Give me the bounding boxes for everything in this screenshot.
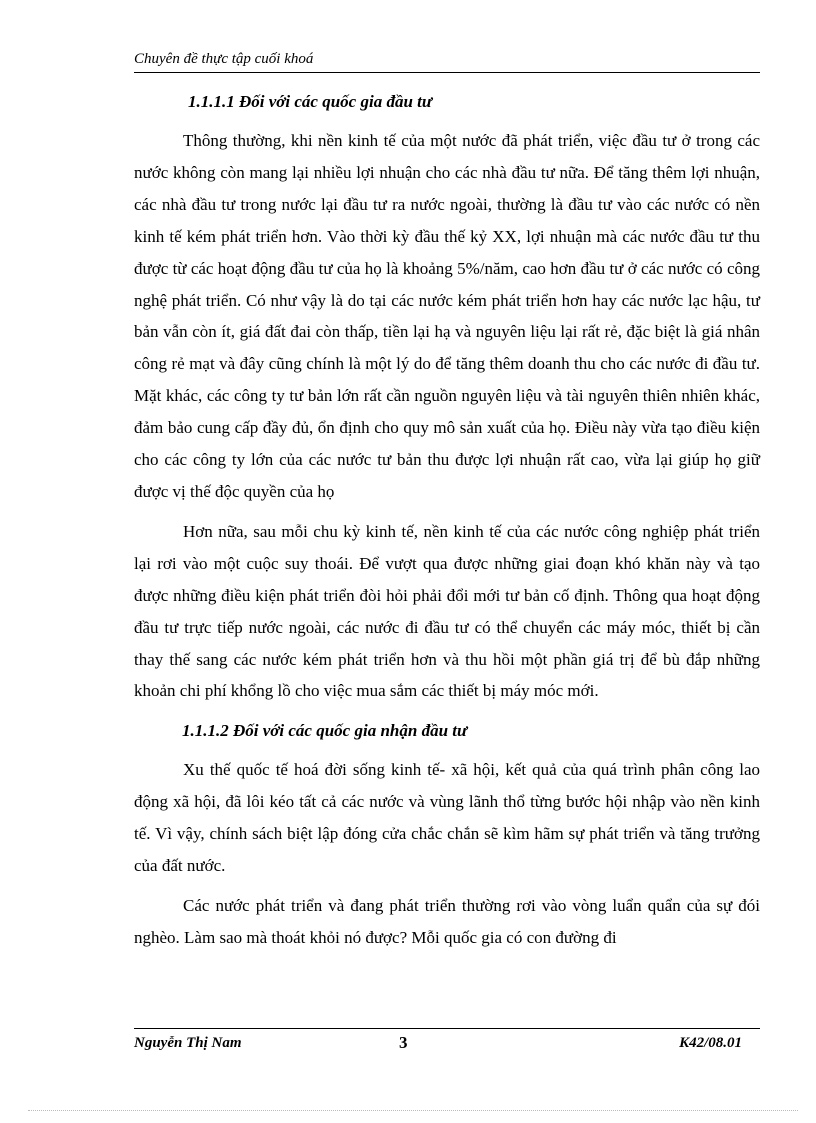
paragraph-3: Xu thế quốc tế hoá đời sống kinh tế- xã hội, kết quả của quá trình phân công lao động xã hội, đã lôi kéo tất cả các nước và vùng lãnh thổ từng bước hội nhập vào nền kinh tế. Vì vậy, chính sách biệt lập đóng cửa chắc chắn sẽ kìm hãm sự phát triển và tăng trưởng của đất nước. xyxy=(134,760,760,876)
page-header xyxy=(134,46,760,73)
section-heading-2: 1.1.1.2 Đối với các quốc gia nhận đầu tư xyxy=(182,721,468,741)
document-body xyxy=(134,86,760,954)
section-heading-1: 1.1.1.1 Đối với các quốc gia đầu tư xyxy=(188,92,433,111)
footer-author: Nguyễn Thị Nam xyxy=(134,1035,242,1051)
page-number: 3 xyxy=(399,1033,408,1052)
paragraph-1: Thông thường, khi nền kinh tế của một nước đã phát triển, việc đầu tư ở trong các nước không còn mang lại nhiều lợi nhuận cho các nhà đầu tư nữa. Để tăng thêm lợi nhuận, các nhà đầu tư trong nước lại đầu tư ra nước ngoài, thường là đầu tư vào các nước có nền kinh tế kém phát triển hơn. Vào thời kỳ đầu thế kỷ XX, lợi nhuận mà các nước đầu tư thu được từ các hoạt động đầu tư của họ là khoảng 5%/năm, cao hơn đầu tư ở các nước có công nghệ phát triển. Có như vậy là do tại các nước kém phát triển hơn hay các nước lạc hậu, tư bản vẫn còn ít, giá đất đai còn thấp, tiền lại hạ và nguyên liệu lại rất rẻ, đặc biệt là giá nhân công rẻ mạt và đây cũng chính là một lý do để tăng thêm doanh thu cho các nước đi đầu tư. Mặt khác, các công ty tư bản lớn rất cần nguồn nguyên liệu và tài nguyên thiên nhiên khác, đảm bảo cung cấp đầy đủ, ổn định cho quy mô sản xuất của họ. Điều này vừa tạo điều kiện cho các công ty lớn của các nước tư bản thu được lợi nhuận rất cao, vừa lại giúp họ giữ được vị thế độc quyền của họ xyxy=(134,131,760,501)
footer-class-code: K42/08.01 xyxy=(679,1035,742,1051)
page-edge-divider xyxy=(28,1110,798,1111)
page-footer xyxy=(134,1028,760,1057)
header-title: Chuyên đề thực tập cuối khoá xyxy=(134,51,314,67)
paragraph-2: Hơn nữa, sau mỗi chu kỳ kinh tế, nền kinh tế của các nước công nghiệp phát triển lại rơi vào một cuộc suy thoái. Để vượt qua được những giai đoạn khó khăn này và tạo được những điều kiện phát triển đòi hỏi phải đổi mới tư bản cố định. Thông qua hoạt động đầu tư trực tiếp nước ngoài, các nước đi đầu tư có thể chuyển các máy móc, thiết bị cần thay thế sang các nước kém phát triển hơn và thu hồi một phần giá trị để bù đắp những khoản chi phí khổng lồ cho việc mua sắm các thiết bị máy móc mới. xyxy=(134,521,760,701)
paragraph-4: Các nước phát triển và đang phát triển thường rơi vào vòng luẩn quẩn của sự đói nghèo. Làm sao mà thoát khỏi nó được? Mỗi quốc gia có con đường đi xyxy=(134,895,760,947)
